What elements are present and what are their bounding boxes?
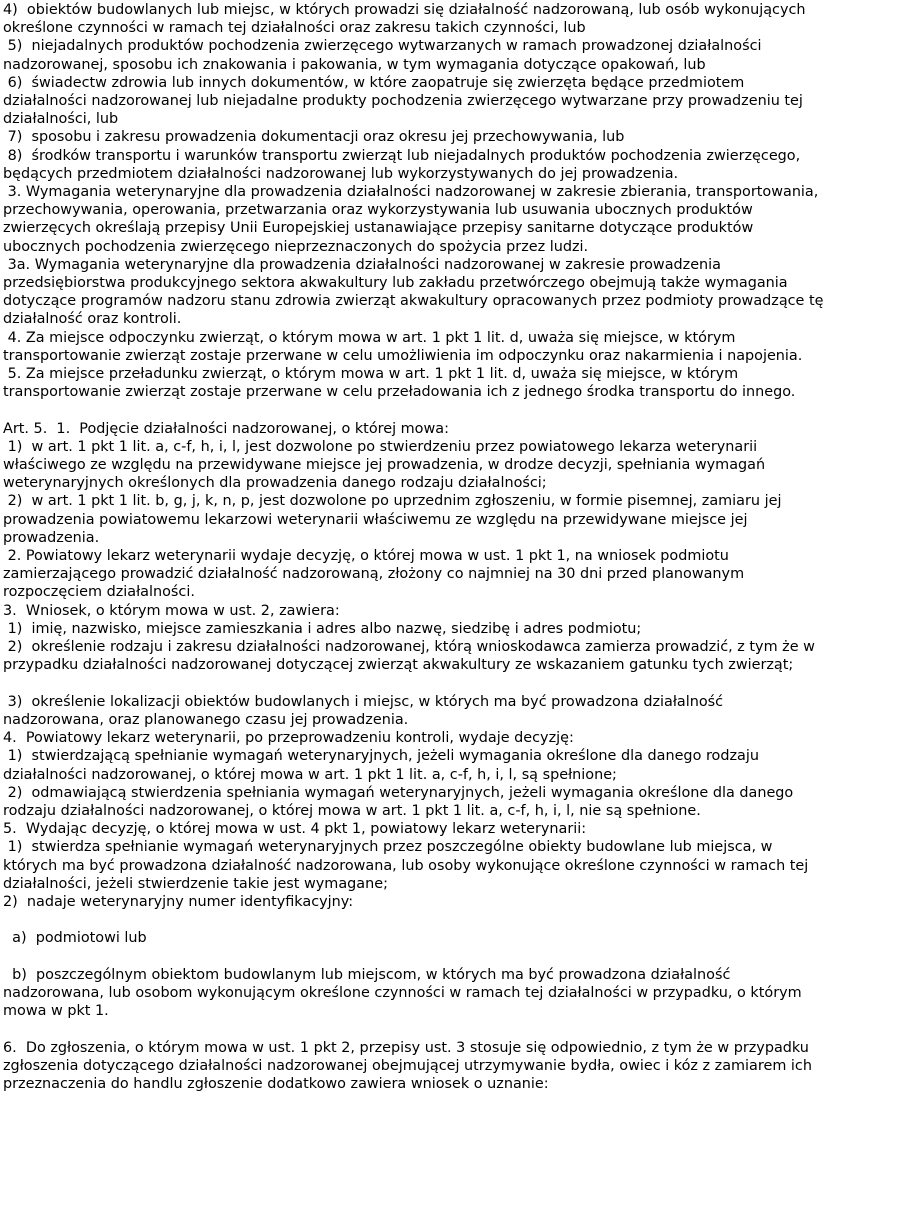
blank-line	[3, 675, 917, 693]
text-line: 2) nadaje weterynaryjny numer identyfikacyjny:	[3, 893, 354, 910]
text-line: b) poszczególnym obiektom budowlanym lub miejscom, w których ma być prowadzona działalność	[3, 966, 731, 983]
text-line: 2) określenie rodzaju i zakresu działalności nadzorowanej, którą wnioskodawca zamierza prowadzić, z tym że w	[3, 639, 815, 656]
text-line: 2. Powiatowy lekarz weterynarii wydaje decyzję, o której mowa w ust. 1 pkt 1, na wniosek podmiotu	[3, 548, 729, 565]
text-line: Art. 5. 1. Podjęcie działalności nadzorowanej, o której mowa:	[3, 420, 449, 437]
text-line: 1) w art. 1 pkt 1 lit. a, c-f, h, i, l, jest dozwolone po stwierdzeniu przez powiatowego lekarza weterynarii	[3, 438, 758, 455]
text-line: 1) stwierdzającą spełnianie wymagań weterynaryjnych, jeżeli wymagania określone dla danego rodzaju	[3, 748, 759, 765]
text-line: rodzaju działalności nadzorowanej, o której mowa w art. 1 pkt 1 lit. a, c-f, h, i, l, nie są spełnione.	[3, 802, 701, 819]
text-line: zwierzęcych określają przepisy Unii Europejskiej ustanawiające przepisy sanitarne dotyczące produktów	[3, 220, 754, 237]
text-line: będących przedmiotem działalności nadzorowanej lub wykorzystywanych do jej prowadzenia.	[3, 165, 679, 182]
text-line: działalność oraz kontroli.	[3, 311, 182, 328]
blank-line	[3, 911, 917, 929]
text-line: przypadku działalności nadzorowanej dotyczącej zwierząt akwakultury ze wskazaniem gatunku tych zwierząt;	[3, 657, 794, 674]
text-line: ubocznych pochodzenia zwierzęcego nieprzeznaczonych do spożycia przez ludzi.	[3, 238, 589, 255]
text-line: przechowywania, operowania, przetwarzania oraz wykorzystywania lub usuwania ubocznych produktów	[3, 202, 753, 219]
blank-line	[3, 401, 917, 419]
text-line: 3a. Wymagania weterynaryjne dla prowadzenia działalności nadzorowanej w zakresie prowadzenia	[3, 256, 721, 273]
text-line: nadzorowana, lub osobom wykonującym określone czynności w ramach tej działalności w przypadku, o którym	[3, 984, 802, 1001]
text-line: 3. Wniosek, o którym mowa w ust. 2, zawiera:	[3, 602, 340, 619]
text-line: nadzorowana, oraz planowanego czasu jej prowadzenia.	[3, 711, 409, 728]
text-line: 2) odmawiającą stwierdzenia spełniania wymagań weterynaryjnych, jeżeli wymagania określone dla danego	[3, 784, 794, 801]
text-line: 4. Za miejsce odpoczynku zwierząt, o którym mowa w art. 1 pkt 1 lit. d, uważa się miejsce, w którym	[3, 329, 736, 346]
text-line: działalności, jeżeli stwierdzenie takie jest wymagane;	[3, 875, 388, 892]
text-line: nadzorowanej, sposobu ich znakowania i pakowania, w tym wymagania dotyczące opakowań, lub	[3, 56, 706, 73]
text-line: 7) sposobu i zakresu prowadzenia dokumentacji oraz okresu jej przechowywania, lub	[3, 129, 625, 146]
text-line: transportowanie zwierząt zostaje przerwane w celu umożliwienia im odpoczynku oraz nakarmienia i napojenia.	[3, 347, 803, 364]
text-line: prowadzenia.	[3, 529, 100, 546]
text-line: 4. Powiatowy lekarz weterynarii, po przeprowadzeniu kontroli, wydaje decyzję:	[3, 730, 574, 747]
text-line: 3. Wymagania weterynaryjne dla prowadzenia działalności nadzorowanej w zakresie zbierania, transportowania,	[3, 184, 819, 201]
text-line: określone czynności w ramach tej działalności oraz zakresu takich czynności, lub	[3, 20, 586, 37]
text-line: 2) w art. 1 pkt 1 lit. b, g, j, k, n, p, jest dozwolone po uprzednim zgłoszeniu, w formie pisemnej, zamiaru jej	[3, 493, 782, 510]
text-line: rozpoczęciem działalności.	[3, 584, 195, 601]
text-line: 1) stwierdza spełnianie wymagań weterynaryjnych przez poszczególne obiekty budowlane lub miejsca, w	[3, 839, 773, 856]
text-line: działalności, lub	[3, 111, 119, 128]
text-line: transportowanie zwierząt zostaje przerwane w celu przeładowania ich z jednego środka transportu do innego.	[3, 384, 796, 401]
text-line: 1) imię, nazwisko, miejsce zamieszkania i adres albo nazwę, siedzibę i adres podmiotu;	[3, 620, 642, 637]
text-line: dotyczące programów nadzoru stanu zdrowia zwierząt akwakultury opracowanych przez podmioty prowadzące tę	[3, 293, 824, 310]
text-line: 5. Za miejsce przeładunku zwierząt, o którym mowa w art. 1 pkt 1 lit. d, uważa się miejsce, w którym	[3, 366, 739, 383]
text-line: weterynaryjnych określonych dla prowadzenia danego rodzaju działalności;	[3, 475, 547, 492]
text-line: prowadzenia powiatowemu lekarzowi weterynarii właściwemu ze względu na przewidywane miejsce jej	[3, 511, 748, 528]
text-line: 5) niejadalnych produktów pochodzenia zwierzęcego wytwarzanych w ramach prowadzonej działalności	[3, 38, 762, 55]
text-line: 6) świadectw zdrowia lub innych dokumentów, w które zaopatruje się zwierzęta będące przedmiotem	[3, 74, 745, 91]
text-line: właściwego ze względu na przewidywane miejsce jej prowadzenia, w drodze decyzji, spełniania wymagań	[3, 457, 766, 474]
blank-line	[3, 1020, 917, 1038]
text-line: zamierzającego prowadzić działalność nadzorowaną, złożony co najmniej na 30 dni przed planowanym	[3, 566, 745, 583]
text-line: 4) obiektów budowlanych lub miejsc, w których prowadzi się działalność nadzorowaną, lub osób wykonujących	[3, 2, 806, 18]
text-line: 5. Wydając decyzję, o której mowa w ust. 4 pkt 1, powiatowy lekarz weterynarii:	[3, 821, 587, 838]
text-line: 3) określenie lokalizacji obiektów budowlanych i miejsc, w których ma być prowadzona działalność	[3, 693, 724, 710]
text-line: a) podmiotowi lub	[3, 930, 147, 947]
text-line: mowa w pkt 1.	[3, 1003, 109, 1020]
text-line: działalności nadzorowanej, o której mowa w art. 1 pkt 1 lit. a, c-f, h, i, l, są spełnione;	[3, 766, 617, 783]
text-line: działalności nadzorowanej lub niejadalne produkty pochodzenia zwierzęcego wytwarzane przy prowadzeniu tej	[3, 93, 803, 110]
text-line: przedsiębiorstwa produkcyjnego sektora akwakultury lub zakładu przetwórczego obejmują także wymagania	[3, 275, 788, 292]
text-line: których ma być prowadzona działalność nadzorowana, lub osoby wykonujące określone czynności w ramach tej	[3, 857, 809, 874]
text-line: przeznaczenia do handlu zgłoszenie dodatkowo zawiera wniosek o uznanie:	[3, 1075, 549, 1092]
text-line: 8) środków transportu i warunków transportu zwierząt lub niejadalnych produktów pochodzenia zwierzęcego,	[3, 147, 801, 164]
blank-line	[3, 948, 917, 966]
text-line: 6. Do zgłoszenia, o którym mowa w ust. 1 pkt 2, przepisy ust. 3 stosuje się odpowiednio, z tym że w przypadku	[3, 1039, 809, 1056]
document-body	[3, 1, 917, 1093]
text-line: zgłoszenia dotyczącego działalności nadzorowanej obejmującej utrzymywanie bydła, owiec i kóz z zamiarem ich	[3, 1057, 812, 1074]
